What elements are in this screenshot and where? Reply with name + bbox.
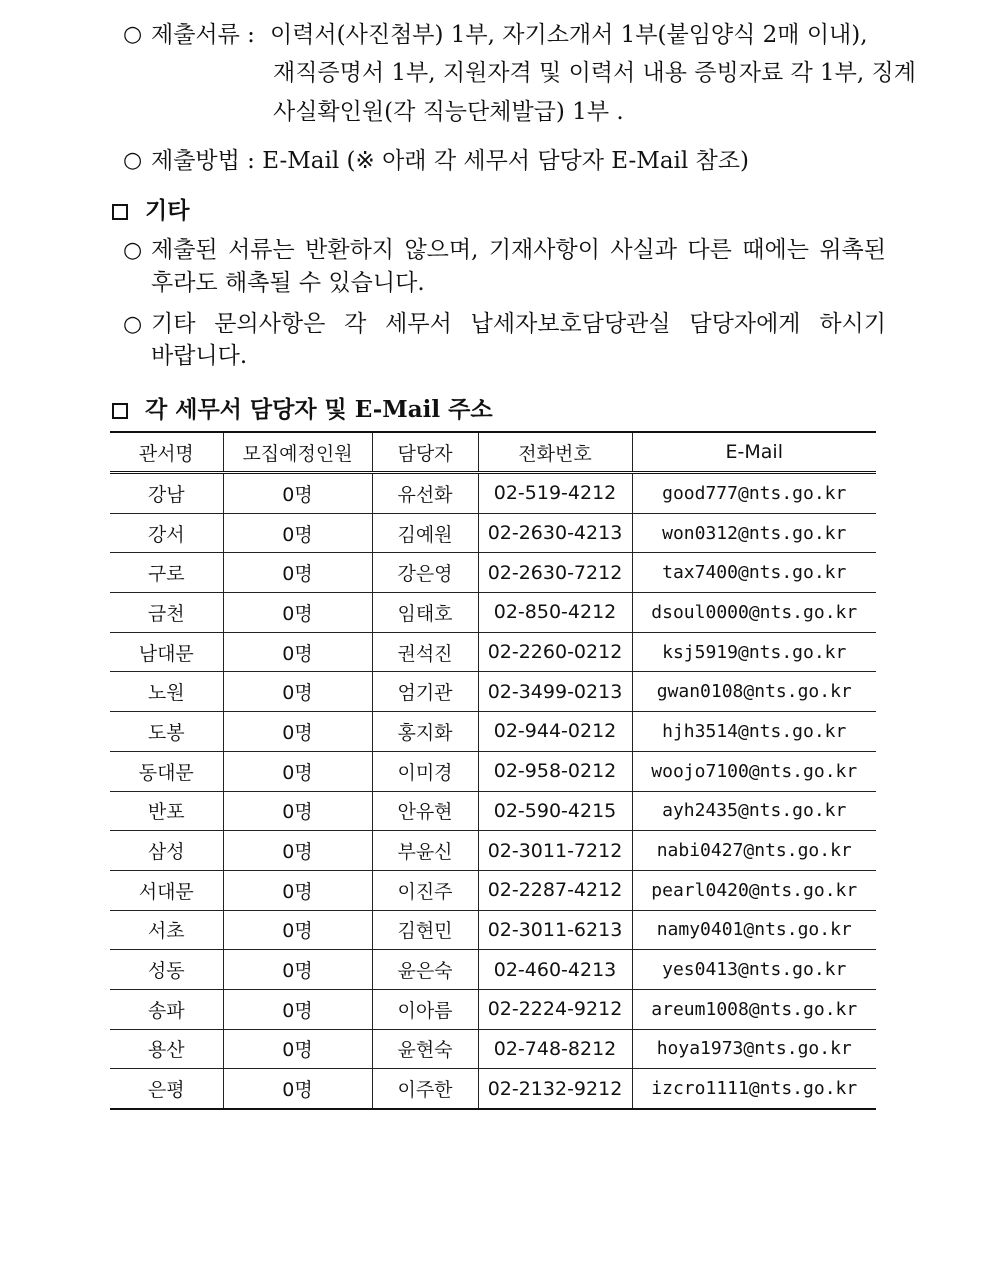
cell-email[interactable]: gwan0108@nts.go.kr bbox=[632, 672, 876, 712]
cell-count: 0명 bbox=[223, 989, 372, 1029]
table-row bbox=[110, 593, 876, 633]
cell-office: 구로 bbox=[110, 553, 223, 593]
cell-email[interactable]: nabi0427@nts.go.kr bbox=[632, 831, 876, 871]
table-row bbox=[110, 473, 876, 514]
table-row bbox=[110, 1029, 876, 1069]
cell-person: 이아름 bbox=[372, 989, 478, 1029]
table-row bbox=[110, 910, 876, 950]
cell-office: 송파 bbox=[110, 989, 223, 1029]
cell-phone: 02-2287-4212 bbox=[478, 870, 632, 910]
bullet-circle: ○ bbox=[123, 22, 143, 47]
table-header-row bbox=[110, 432, 876, 473]
cell-office: 서초 bbox=[110, 910, 223, 950]
cell-person: 이미경 bbox=[372, 751, 478, 791]
section-heading-other: 기타 bbox=[145, 197, 190, 224]
cell-office: 금천 bbox=[110, 593, 223, 633]
bullet-circle: ○ bbox=[123, 148, 143, 173]
cell-count: 0명 bbox=[223, 1029, 372, 1069]
cell-office: 은평 bbox=[110, 1069, 223, 1109]
cell-office: 삼성 bbox=[110, 831, 223, 871]
other-item-1-line-2: 후라도 해촉될 수 있습니다. bbox=[151, 270, 425, 296]
column-header-office: 관서명 bbox=[110, 432, 223, 473]
bullet-circle: ○ bbox=[123, 238, 143, 263]
bullet-circle: ○ bbox=[123, 312, 143, 337]
cell-count: 0명 bbox=[223, 593, 372, 633]
cell-phone: 02-460-4213 bbox=[478, 950, 632, 990]
cell-office: 동대문 bbox=[110, 751, 223, 791]
cell-email[interactable]: ksj5919@nts.go.kr bbox=[632, 632, 876, 672]
table-row bbox=[110, 831, 876, 871]
cell-person: 이진주 bbox=[372, 870, 478, 910]
cell-phone: 02-958-0212 bbox=[478, 751, 632, 791]
cell-count: 0명 bbox=[223, 910, 372, 950]
checkbox-square-icon bbox=[112, 403, 128, 419]
cell-office: 노원 bbox=[110, 672, 223, 712]
cell-phone: 02-2630-4213 bbox=[478, 513, 632, 553]
cell-email[interactable]: tax7400@nts.go.kr bbox=[632, 553, 876, 593]
cell-count: 0명 bbox=[223, 712, 372, 752]
cell-count: 0명 bbox=[223, 870, 372, 910]
cell-email[interactable]: ayh2435@nts.go.kr bbox=[632, 791, 876, 831]
submission-method-text: 제출방법 : E-Mail (※ 아래 각 세무서 담당자 E-Mail 참조) bbox=[151, 148, 749, 174]
other-item-2-line-1: 기타 문의사항은 각 세무서 납세자보호담당관실 담당자에게 하시기 bbox=[151, 311, 886, 337]
column-header-phone: 전화번호 bbox=[478, 432, 632, 473]
cell-office: 도봉 bbox=[110, 712, 223, 752]
submission-docs-line-3: 사실확인원(각 직능단체발급) 1부 . bbox=[273, 99, 624, 125]
table-row bbox=[110, 672, 876, 712]
checkbox-square-icon bbox=[112, 204, 128, 220]
cell-person: 김예원 bbox=[372, 513, 478, 553]
table-row bbox=[110, 870, 876, 910]
cell-person: 강은영 bbox=[372, 553, 478, 593]
cell-count: 0명 bbox=[223, 553, 372, 593]
cell-phone: 02-850-4212 bbox=[478, 593, 632, 633]
column-header-count: 모집예정인원 bbox=[223, 432, 372, 473]
cell-email[interactable]: izcro1111@nts.go.kr bbox=[632, 1069, 876, 1109]
cell-email[interactable]: dsoul0000@nts.go.kr bbox=[632, 593, 876, 633]
cell-phone: 02-944-0212 bbox=[478, 712, 632, 752]
cell-count: 0명 bbox=[223, 831, 372, 871]
cell-person: 유선화 bbox=[372, 473, 478, 514]
cell-email[interactable]: namy0401@nts.go.kr bbox=[632, 910, 876, 950]
cell-person: 윤은숙 bbox=[372, 950, 478, 990]
cell-person: 이주한 bbox=[372, 1069, 478, 1109]
cell-office: 강남 bbox=[110, 473, 223, 514]
table-row bbox=[110, 791, 876, 831]
cell-count: 0명 bbox=[223, 751, 372, 791]
cell-phone: 02-3011-7212 bbox=[478, 831, 632, 871]
column-header-email: E-Mail bbox=[632, 432, 876, 473]
table-row bbox=[110, 553, 876, 593]
submission-docs-line-1: 이력서(사진첨부) 1부, 자기소개서 1부(붙임양식 2매 이내), bbox=[270, 22, 868, 48]
other-item-1-line-1: 제출된 서류는 반환하지 않으며, 기재사항이 사실과 다른 때에는 위촉된 bbox=[151, 237, 886, 263]
cell-phone: 02-590-4215 bbox=[478, 791, 632, 831]
cell-office: 용산 bbox=[110, 1029, 223, 1069]
cell-phone: 02-3499-0213 bbox=[478, 672, 632, 712]
cell-office: 서대문 bbox=[110, 870, 223, 910]
table-row bbox=[110, 950, 876, 990]
cell-phone: 02-2260-0212 bbox=[478, 632, 632, 672]
submission-docs-line-2: 재직증명서 1부, 지원자격 및 이력서 내용 증빙자료 각 1부, 징계 bbox=[273, 60, 916, 86]
cell-person: 임태호 bbox=[372, 593, 478, 633]
cell-count: 0명 bbox=[223, 791, 372, 831]
cell-phone: 02-519-4212 bbox=[478, 473, 632, 514]
table-row bbox=[110, 632, 876, 672]
cell-phone: 02-2132-9212 bbox=[478, 1069, 632, 1109]
cell-count: 0명 bbox=[223, 632, 372, 672]
cell-person: 부윤신 bbox=[372, 831, 478, 871]
cell-count: 0명 bbox=[223, 473, 372, 514]
table-row bbox=[110, 989, 876, 1029]
cell-phone: 02-3011-6213 bbox=[478, 910, 632, 950]
cell-person: 윤현숙 bbox=[372, 1029, 478, 1069]
cell-person: 김현민 bbox=[372, 910, 478, 950]
cell-office: 강서 bbox=[110, 513, 223, 553]
cell-phone: 02-748-8212 bbox=[478, 1029, 632, 1069]
cell-email[interactable]: hjh3514@nts.go.kr bbox=[632, 712, 876, 752]
cell-email[interactable]: won0312@nts.go.kr bbox=[632, 513, 876, 553]
contacts-table bbox=[110, 431, 876, 1110]
cell-phone: 02-2224-9212 bbox=[478, 989, 632, 1029]
table-row bbox=[110, 513, 876, 553]
cell-email[interactable]: pearl0420@nts.go.kr bbox=[632, 870, 876, 910]
other-item-2-line-2: 바랍니다. bbox=[151, 343, 248, 369]
cell-email[interactable]: hoya1973@nts.go.kr bbox=[632, 1029, 876, 1069]
cell-office: 반포 bbox=[110, 791, 223, 831]
column-header-person: 담당자 bbox=[372, 432, 478, 473]
cell-email[interactable]: good777@nts.go.kr bbox=[632, 473, 876, 514]
cell-phone: 02-2630-7212 bbox=[478, 553, 632, 593]
cell-count: 0명 bbox=[223, 513, 372, 553]
cell-office: 남대문 bbox=[110, 632, 223, 672]
cell-count: 0명 bbox=[223, 672, 372, 712]
cell-email[interactable]: areum1008@nts.go.kr bbox=[632, 989, 876, 1029]
table-row bbox=[110, 751, 876, 791]
cell-email[interactable]: woojo7100@nts.go.kr bbox=[632, 751, 876, 791]
cell-person: 엄기관 bbox=[372, 672, 478, 712]
cell-count: 0명 bbox=[223, 950, 372, 990]
section-heading-contacts: 각 세무서 담당자 및 E-Mail 주소 bbox=[145, 396, 493, 423]
cell-person: 안유현 bbox=[372, 791, 478, 831]
cell-count: 0명 bbox=[223, 1069, 372, 1109]
table-row bbox=[110, 712, 876, 752]
cell-person: 권석진 bbox=[372, 632, 478, 672]
submission-docs-label: 제출서류 : bbox=[151, 22, 255, 48]
cell-office: 성동 bbox=[110, 950, 223, 990]
table-row bbox=[110, 1069, 876, 1109]
cell-email[interactable]: yes0413@nts.go.kr bbox=[632, 950, 876, 990]
cell-person: 홍지화 bbox=[372, 712, 478, 752]
